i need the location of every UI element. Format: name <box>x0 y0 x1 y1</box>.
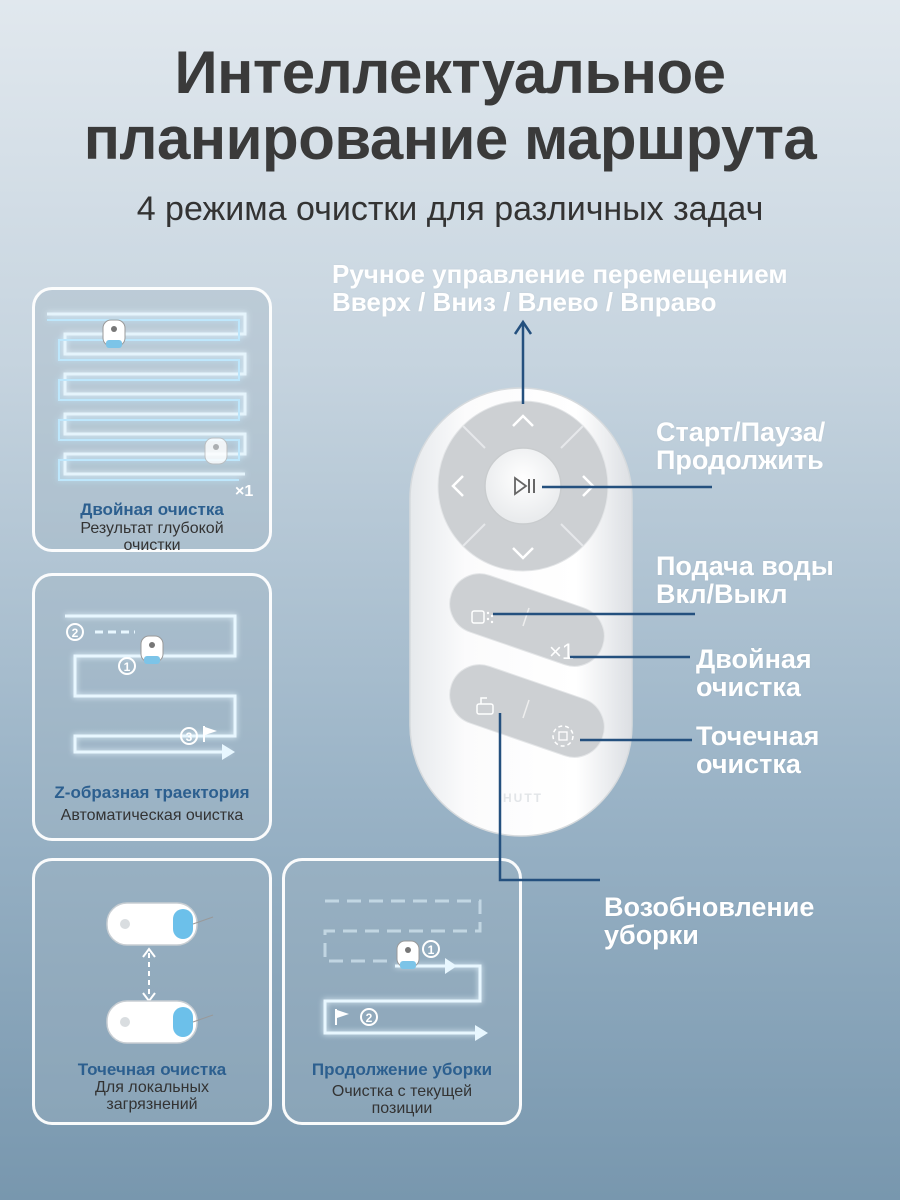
card-resume-cleaning <box>282 858 522 1125</box>
robot-top-icon <box>107 903 213 945</box>
robot-icon <box>397 941 419 969</box>
callout-line-2: Вкл/Выкл <box>656 579 788 609</box>
flag-icon <box>203 726 217 742</box>
remote-control <box>405 378 645 838</box>
title-line-2: планирование маршрута <box>83 105 817 172</box>
step-2-label: 2 <box>365 1011 373 1025</box>
callout-water-supply <box>656 552 834 608</box>
robot-faded-icon <box>205 438 227 464</box>
card-desc-line-2: позиции <box>371 1100 433 1117</box>
callout-line-1: Возобновление <box>604 892 815 922</box>
robot-icon <box>141 636 163 664</box>
step-3-label: 3 <box>185 730 193 744</box>
card-z-path <box>32 573 272 841</box>
card-desc-line-1: Результат глубокой <box>80 520 224 537</box>
card-title: Z-образная траектория <box>54 783 250 802</box>
z-path-art <box>35 576 275 844</box>
page-subtitle: 4 режима очистки для различных задач <box>136 190 764 228</box>
card-desc-line-1: Автоматическая очистка <box>60 807 244 824</box>
callout-line-1: Двойная <box>696 644 812 674</box>
double-clean-icon: ×1 <box>549 639 575 664</box>
title-line-1: Интеллектуальное <box>174 39 726 106</box>
callout-line-2: очистка <box>696 672 801 702</box>
brand-logo: HUTT <box>503 791 543 805</box>
callout-manual-control <box>332 260 788 316</box>
callout-line-1: Старт/Пауза/ <box>656 417 826 447</box>
callout-line-2: уборки <box>604 920 699 950</box>
callout-line-1: Подача воды <box>656 551 834 581</box>
card-desc-line-1: Очистка с текущей <box>331 1083 473 1100</box>
flag-icon <box>335 1009 349 1025</box>
card-desc-line-2: загрязнений <box>106 1096 198 1113</box>
card-title: Точечная очистка <box>77 1060 227 1079</box>
card-title: Продолжение уборки <box>311 1060 493 1079</box>
callout-resume-cleaning <box>604 893 814 949</box>
play-pause-button[interactable] <box>485 448 561 524</box>
card-desc-line-1: Для локальных <box>95 1079 209 1096</box>
card-desc-line-2: очистки <box>123 537 181 554</box>
callout-double-cleaning <box>696 645 812 701</box>
callout-line-2: Продолжить <box>656 445 824 475</box>
page-title <box>0 40 900 172</box>
step-2-label: 2 <box>71 626 79 640</box>
callout-start-pause <box>656 418 825 474</box>
step-1-label: 1 <box>427 943 435 957</box>
callout-line-2: Вверх / Вниз / Влево / Вправо <box>332 287 717 317</box>
card-double-cleaning <box>32 287 272 552</box>
callout-line-2: очистка <box>696 749 801 779</box>
callout-spot-cleaning <box>696 722 819 778</box>
step-1-label: 1 <box>123 660 131 674</box>
callout-line-1: Точечная <box>696 721 820 751</box>
robot-icon <box>103 320 125 348</box>
double-marker-text: ×1 <box>235 483 254 500</box>
card-title: Двойная очистка <box>80 500 224 519</box>
callout-line-1: Ручное управление перемещением <box>332 259 788 289</box>
robot-bottom-icon <box>107 1001 213 1043</box>
card-spot-cleaning <box>32 858 272 1125</box>
